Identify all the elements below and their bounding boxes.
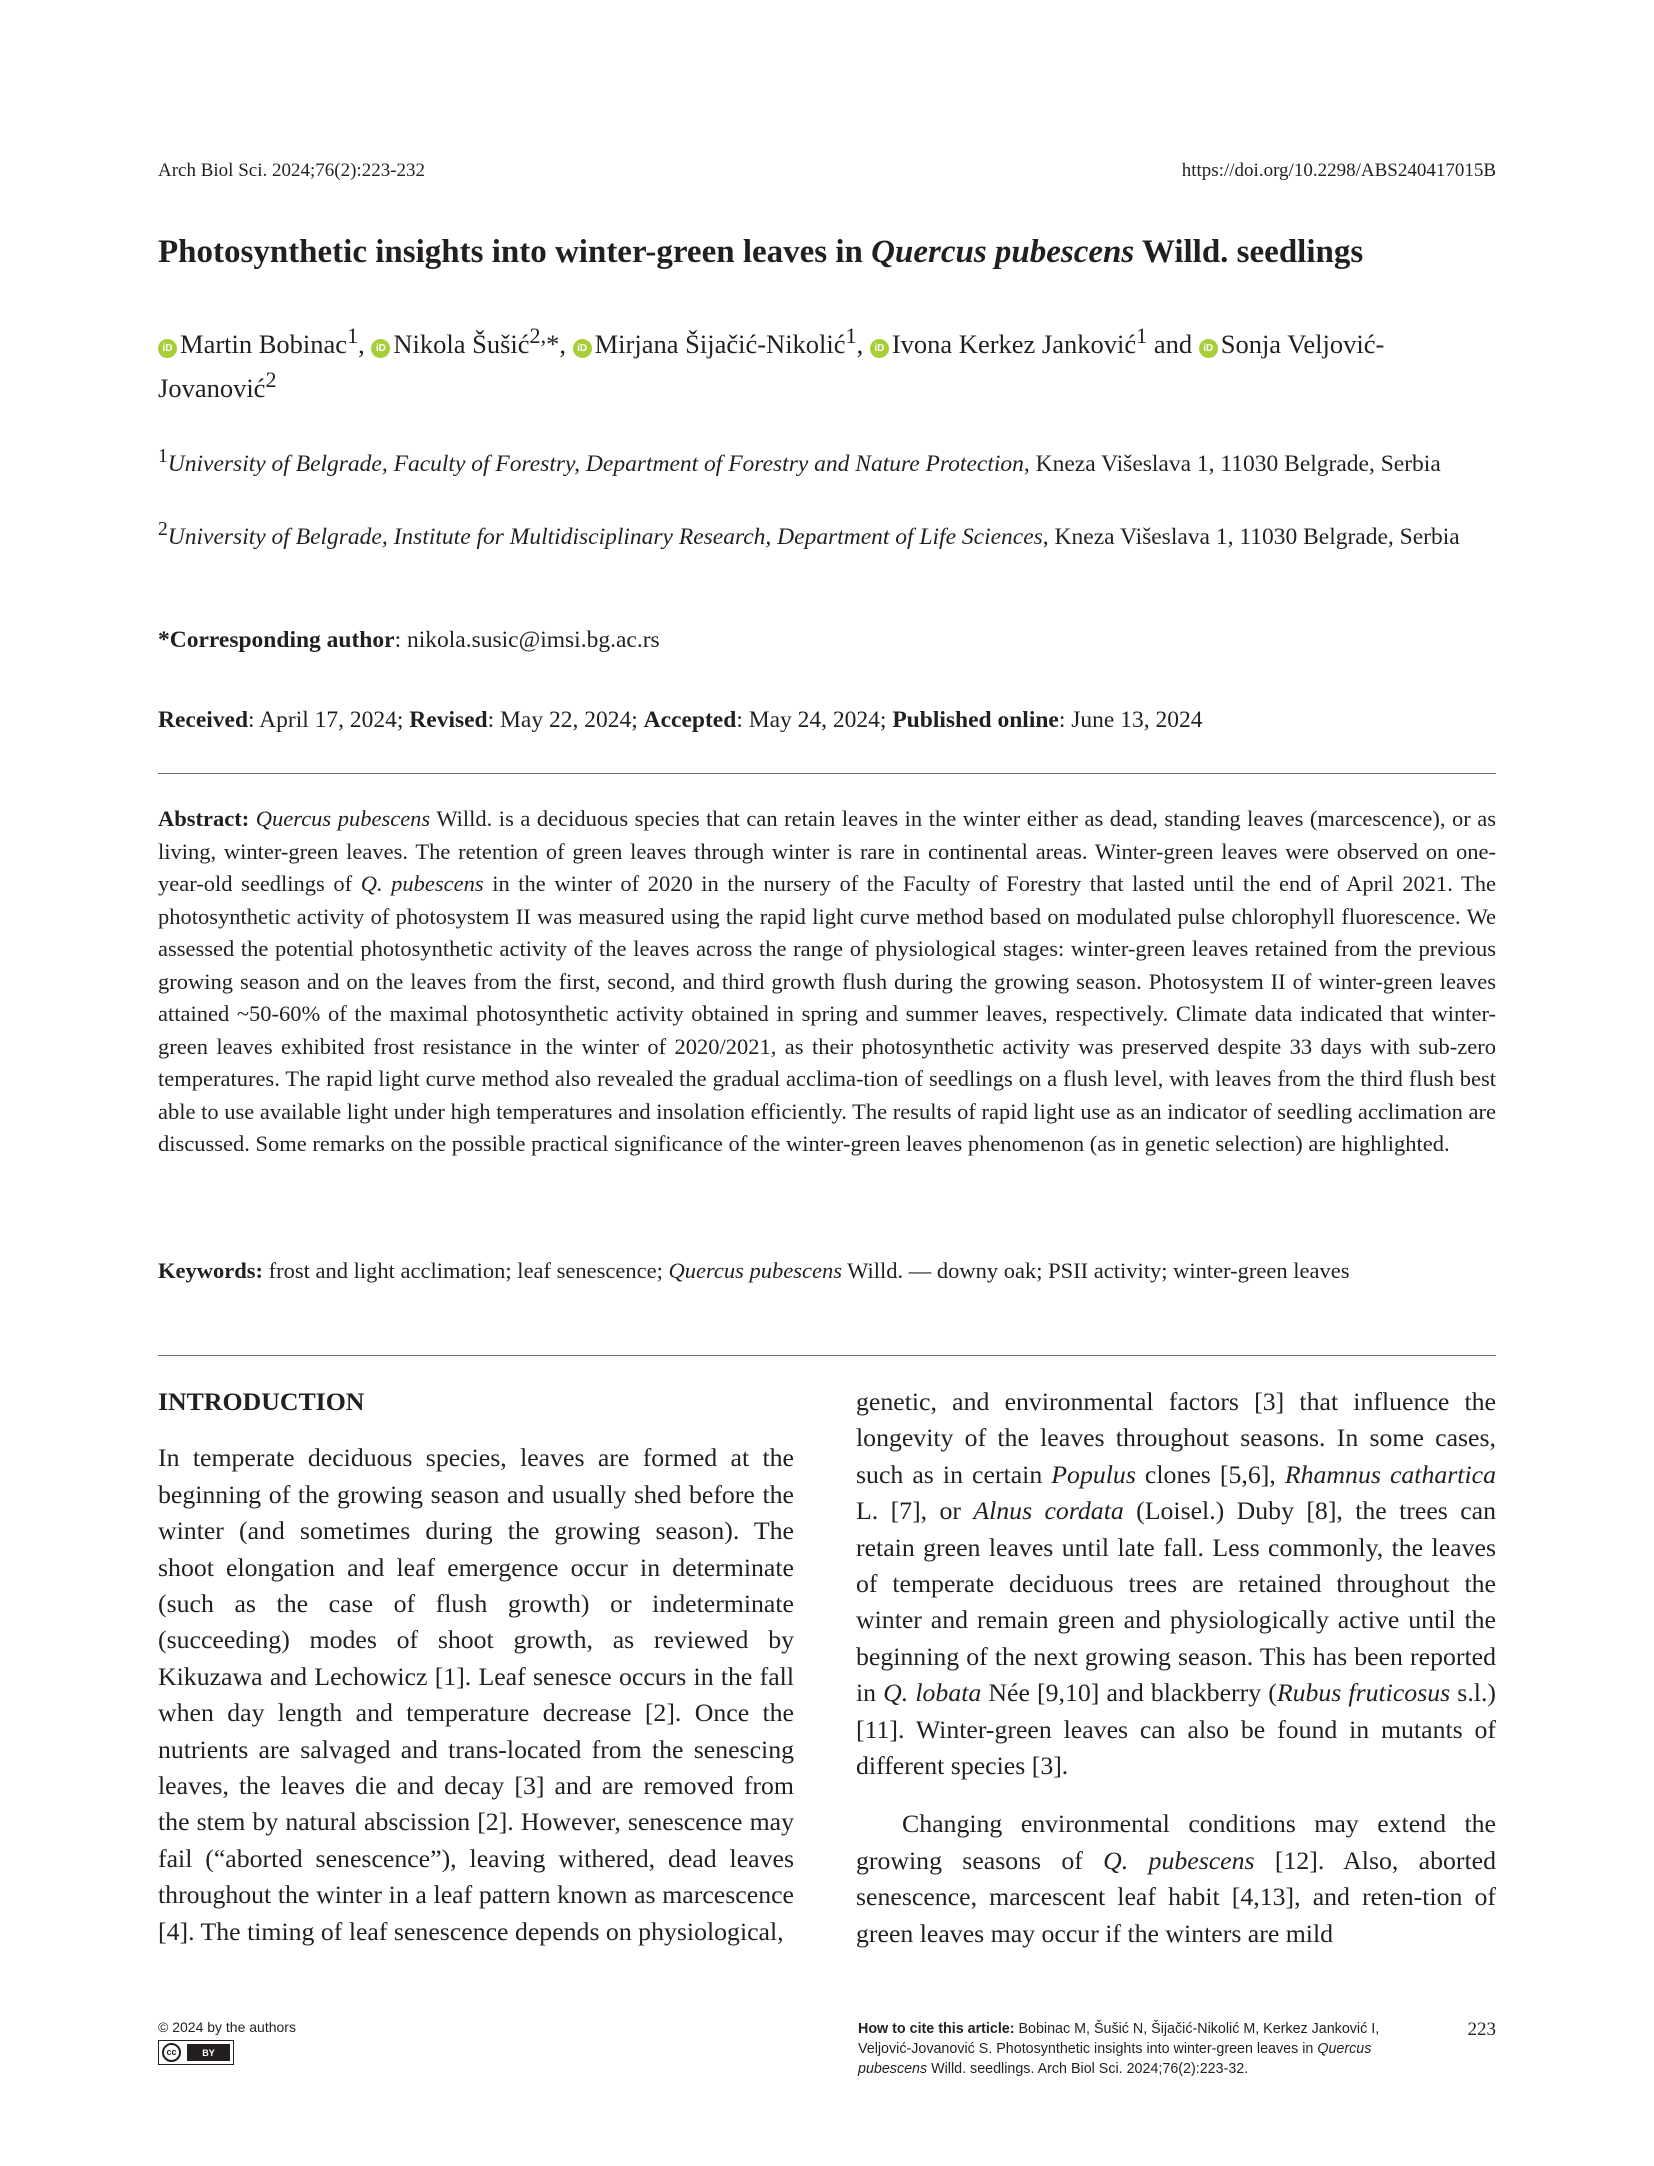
abstract: Abstract: Quercus pubescens Willd. is a deciduous species that can retain leaves in the winter either as dead, standing leaves (marcescence), or as living, winter-green leaves. The retention of green leaves through winter is rare in continental areas. Winter-green leaves were observed on one-year-old seedlings of Q. pubescens in the winter of 2020 in the nursery of the Faculty of Forestry that lasted until the end of April 2021. The photosynthetic activity of photosystem II was measured using the rapid light curve method based on modulated pulse chlorophyll fluorescence. We assessed the potential photosynthetic activity of the leaves across the range of physiological stages: winter-green leaves retained from the previous growing season and on the leaves from the first, second, and third growth flush during the growing season. Photosystem II of winter-green leaves attained ~50-60% of the maximal photosynthetic activity obtained in spring and summer leaves, respectively. Climate data indicated that winter-green leaves exhibited frost resistance in the winter of 2020/2021, as their photosynthetic activity was preserved despite 33 days with sub-zero temperatures. The rapid light curve method also revealed the gradual acclima-tion of seedlings on a flush level, with leaves from the third flush best able to use available light under high temperatures and insolation efficiently. The results of rapid light use as an indicator of seedling acclimation are discussed. Some remarks on the possible practical significance of the winter-green leaves phenomenon (as in genetic selection) are highlighted. bbox=[158, 806, 1497, 1156]
doi-link[interactable]: https://doi.org/10.2298/ABS240417015B bbox=[1181, 160, 1496, 181]
divider bbox=[158, 773, 1496, 774]
article-title: Photosynthetic insights into winter-green leaves in Quercus pubescens Willd. seedlings bbox=[158, 234, 1364, 270]
how-to-cite: How to cite this article: Bobinac M, Šušić N, Šijačić-Nikolić M, Kerkez Janković I, Veljović-Jovanović S. Photosynthetic insights into winter-green leaves in Quercus pubescens Willd. seedlings. Arch Biol Sci. 2024;76(2):223-32. bbox=[858, 2021, 1380, 2077]
copyright: © 2024 by the authors bbox=[158, 2019, 296, 2035]
author-email[interactable]: nikola.susic@imsi.bg.ac.rs bbox=[406, 627, 660, 653]
corresponding-author: *Corresponding author: nikola.susic@imsi.bg.ac.rs bbox=[158, 627, 660, 653]
section-heading: INTRODUCTION bbox=[158, 1387, 365, 1416]
divider bbox=[158, 1355, 1496, 1356]
affiliation-1: $^1$University of Belgrade, Faculty of Forestry, Department of Forestry and Nature Protection, Kneza Višeslava 1, 11030 Belgrade, Serbia bbox=[158, 446, 1441, 477]
orcid-icon[interactable]: iD bbox=[573, 339, 592, 358]
author-name: Martin Bobinac bbox=[180, 328, 348, 359]
paragraph: Changing environmental conditions may extend the growing seasons of Q. pubescens [12]. Also, aborted senescence, marcescent leaf habit [4,13], and reten-tion of green leaves may occur if the winters are mild bbox=[856, 1809, 1496, 1948]
paragraph: genetic, and environmental factors [3] that influence the longevity of the leaves throughout seasons. In some cases, such as in certain Populus clones [5,6], Rhamnus cathartica L. [7], or Alnus cordata (Loisel.) Duby [8], the trees can retain green leaves until late fall. Less commonly, the leaves of temperate deciduous trees are retained throughout the winter and remain green and physiologically active until the beginning of the next growing season. This has been reported in Q. lobata Née [9,10] and blackberry (Rubus fruticosus s.l.) [11]. Winter-green leaves can also be found in mutants of different species [3]. bbox=[856, 1387, 1496, 1781]
author-name: Ivona Kerkez Janković bbox=[891, 328, 1137, 359]
author-name: Sonja Veljović-Jovanović bbox=[158, 328, 1385, 403]
paragraph: In temperate deciduous species, leaves are formed at the beginning of the growing season and usually shed before the winter (and sometimes during the growing season). The shoot elongation and leaf emergence occur in determinate (such as the case of flush growth) or indeterminate (succeeding) modes of shoot growth, as reviewed by Kikuzawa and Lechowicz [1]. Leaf senesce occurs in the fall when day length and temperature decrease [2]. Once the nutrients are salvaged and trans-located from the senescing leaves, the leaves die and decay [3] and are removed from the stem by natural abscission [2]. However, senescence may fail (“aborted senescence”), leaving withered, dead leaves throughout the winter in a leaf pattern known as marcescence [4]. The timing of leaf senescence depends on physiological, bbox=[158, 1443, 794, 1946]
keywords: Keywords: frost and light acclimation; leaf senescence; Quercus pubescens Willd. — downy oak; PSII activity; winter-green leaves bbox=[158, 1258, 1350, 1283]
cc-by-license-icon[interactable] bbox=[158, 2040, 234, 2065]
by-label: BY bbox=[187, 2044, 230, 2061]
orcid-icon[interactable]: iD bbox=[1199, 339, 1218, 358]
right-column bbox=[856, 1384, 1496, 1952]
orcid-icon[interactable]: iD bbox=[870, 339, 889, 358]
journal-citation: Arch Biol Sci. 2024;76(2):223-232 bbox=[158, 160, 426, 181]
article-dates: Received: April 17, 2024; Revised: May 22, 2024; Accepted: May 24, 2024; Published online: June 13, 2024 bbox=[158, 707, 1203, 733]
cc-icon: cc bbox=[162, 2043, 181, 2062]
orcid-icon[interactable]: iD bbox=[371, 339, 390, 358]
author-name: Nikola Šušić bbox=[393, 328, 530, 359]
affiliation-2: $^2$University of Belgrade, Institute for Multidisciplinary Research, Department of Life Sciences, Kneza Višeslava 1, 11030 Belgrade, Serbia bbox=[158, 519, 1460, 550]
orcid-icon[interactable]: iD bbox=[158, 339, 177, 358]
author-list: iD Martin Bobinac$^1$, iD Nikola Šušić$^{2,}$*, iD Mirjana Šijačić-Nikolić$^1$, iD Ivona Kerkez Janković$^1$ and iD Sonja Veljović-Jovanović$^2$ bbox=[158, 323, 1385, 403]
left-column bbox=[158, 1384, 794, 1950]
author-name: Mirjana Šijačić-Nikolić bbox=[594, 328, 846, 359]
page-number: 223 bbox=[1467, 2019, 1496, 2040]
